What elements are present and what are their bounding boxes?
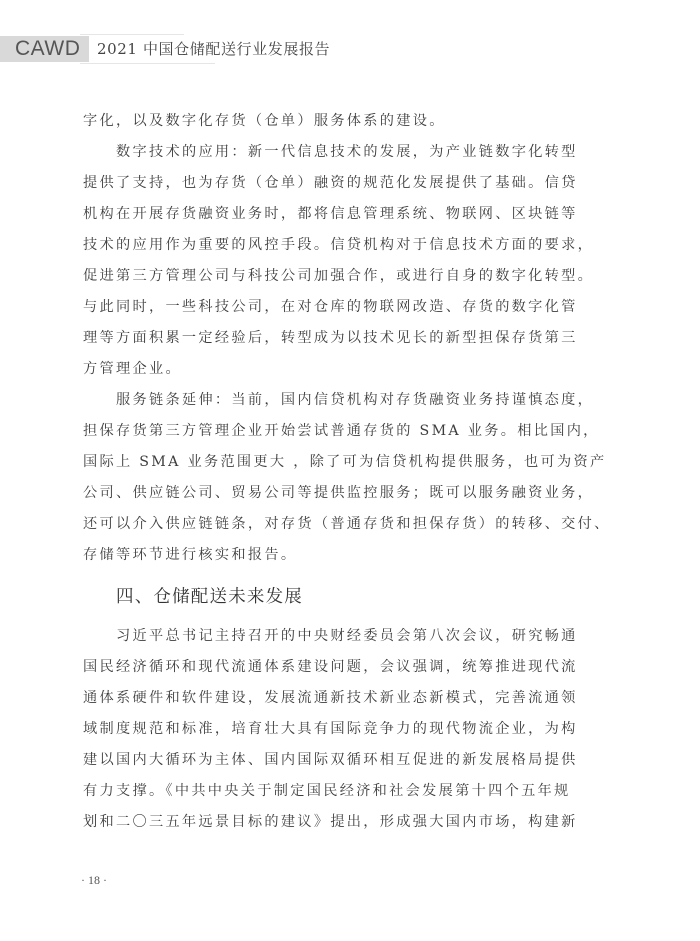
text-line: 有力支撑。《中共中央关于制定国民经济和社会发展第十四个五年规 [83, 783, 571, 799]
text-line: 字化，以及数字化存货（仓单）服务体系的建设。 [83, 113, 446, 129]
text-line: 机构在开展存货融资业务时，都将信息管理系统、物联网、区块链等 [83, 206, 578, 222]
text-line: 域制度规范和标准，培育壮大具有国际竞争力的现代物流企业，为构 [83, 721, 578, 737]
text-line: 促进第三方管理公司与科技公司加强合作，或进行自身的数字化转型。 [83, 268, 595, 284]
text-line: 划和二〇三五年远景目标的建议》提出，形成强大国内市场，构建新 [83, 814, 578, 830]
text-line: 技术的应用作为重要的风控手段。信贷机构对于信息技术方面的要求， [83, 237, 595, 253]
section-heading: 四、仓储配送未来发展 [116, 587, 303, 607]
text-line: 建以国内大循环为主体、国内国际双循环相互促进的新发展格局提供 [83, 752, 578, 768]
logo-text: CAWD [15, 37, 81, 60]
paragraph-continuation [83, 106, 583, 137]
text-line: 数字技术的应用：新一代信息技术的发展，为产业链数字化转型 [116, 144, 578, 160]
text-line: 习近平总书记主持召开的中央财经委员会第八次会议，研究畅通 [116, 628, 578, 644]
text-line: 服务链条延伸：当前，国内信贷机构对存货融资业务持谨慎态度， [116, 392, 595, 408]
text-line: 理等方面积累一定经验后，转型成为以技术见长的新型担保存货第三 [83, 330, 578, 346]
page-number: · 18 · [81, 873, 107, 887]
text-line: 担保存货第三方管理企业开始尝试普通存货的 SMA 业务。相比国内， [83, 423, 600, 439]
text-line: 公司、供应链公司、贸易公司等提供监控服务；既可以服务融资业务， [83, 485, 595, 501]
header-rule-bottom [80, 63, 215, 64]
text-line: 通体系硬件和软件建设，发展流通新技术新业态新模式，完善流通领 [83, 690, 578, 706]
text-line: 还可以介入供应链链条，对存货（普通存货和担保存货）的转移、交付、 [83, 516, 611, 532]
page-body [83, 106, 611, 838]
text-line: 提供了支持，也为存货（仓单）融资的规范化发展提供了基础。信贷 [83, 175, 578, 191]
text-line: 国际上 SMA 业务范围更大 ，除了可为信贷机构提供服务，也可为资产 [83, 454, 607, 470]
running-header [0, 36, 700, 62]
paragraph-digital-technology [83, 137, 595, 385]
text-line: 存储等环节进行核实和报告。 [83, 547, 298, 563]
text-line: 国民经济循环和现代流通体系建设问题，会议强调，统筹推进现代流 [83, 659, 578, 675]
paragraph-service-chain [83, 385, 611, 571]
header-rule-top [80, 34, 184, 35]
logo-box [0, 36, 89, 62]
paragraph-future-development [83, 621, 583, 838]
report-title: 2021 中国仓储配送行业发展报告 [97, 40, 331, 58]
text-line: 与此同时，一些科技公司，在对仓库的物联网改造、存货的数字化管 [83, 299, 578, 315]
text-line: 方管理企业。 [83, 361, 182, 377]
